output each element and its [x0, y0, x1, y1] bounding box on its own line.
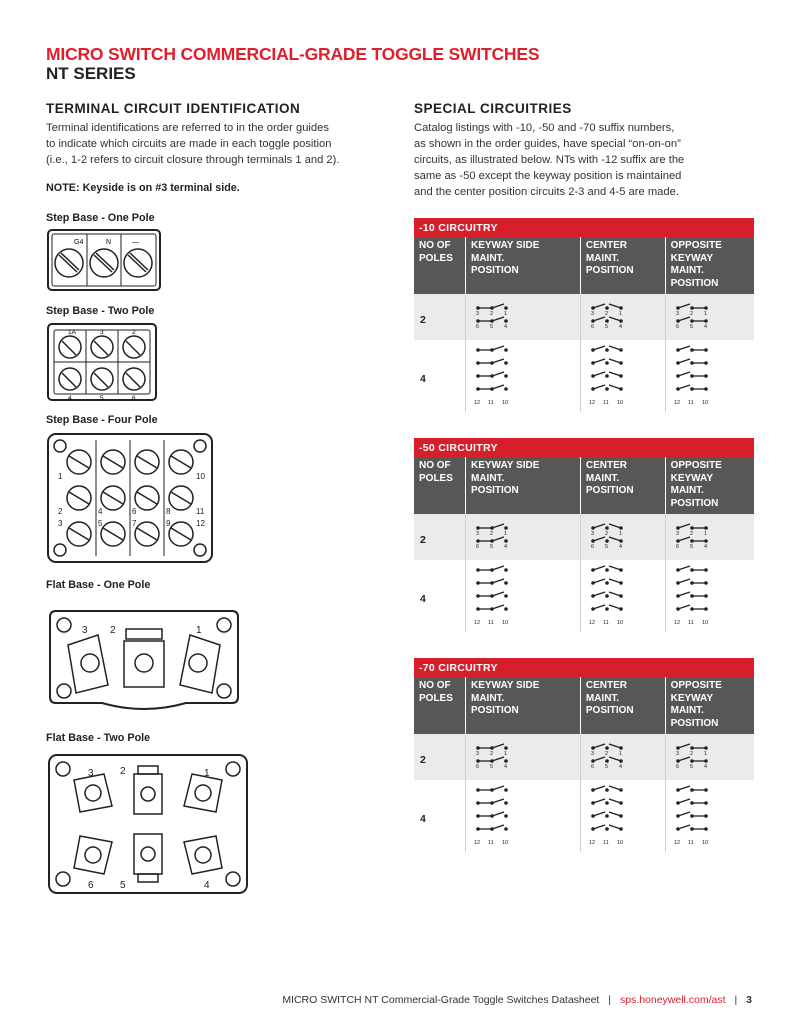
- paragraph-line: (i.e., 1-2 refers to circuit closure through terminals 1 and 2).: [46, 154, 340, 166]
- paragraph-line: Terminal identifications are referred to in the order guides: [46, 122, 329, 134]
- diagram-terminal-label: 5: [604, 544, 608, 548]
- poles-value: 4: [414, 560, 466, 632]
- table-row: [414, 294, 754, 340]
- diagram-terminal-label: 3: [675, 751, 679, 757]
- diagram-terminal-label: 10: [701, 840, 708, 846]
- terminal-label: 3: [58, 519, 63, 528]
- diagram-terminal-label: 3: [590, 311, 594, 317]
- diagram-terminal-label: 3: [590, 751, 594, 757]
- diagram-terminal-label: 4: [618, 764, 622, 768]
- diagram-cell: [580, 340, 665, 412]
- column-header-line: POSITION: [471, 485, 519, 496]
- flat-base-one-pole-drawing: [46, 605, 242, 715]
- circuit-diagram: [470, 740, 516, 768]
- terminal-label: 10: [196, 472, 205, 481]
- column-header-line: POSITION: [670, 277, 719, 289]
- column-header-line: KEYWAY: [670, 692, 714, 704]
- terminal-label: 4: [204, 880, 210, 891]
- terminal-label: 3: [82, 625, 88, 636]
- step-base-one-pole-drawing: [46, 228, 162, 292]
- terminal-label: 1: [58, 472, 63, 481]
- diagram-terminal-label: 11: [602, 400, 609, 406]
- diagram-terminal-label: 11: [488, 840, 494, 846]
- terminal-label: G4: [74, 239, 84, 246]
- poles-value: 2: [414, 734, 466, 780]
- table-row: [414, 560, 754, 632]
- diagram-terminal-label: 1: [618, 531, 622, 537]
- column-header-line: POLES: [419, 252, 453, 264]
- column-header-line: POSITION: [585, 265, 634, 276]
- diagram-terminal-label: 3: [590, 531, 594, 537]
- base-label-step-one-pole: Step Base - One Pole: [46, 212, 155, 224]
- footer-separator: |: [734, 994, 738, 1006]
- circuit-diagram: [670, 300, 716, 328]
- column-header-line: OPPOSITE: [670, 680, 722, 691]
- diagram-terminal-label: 10: [701, 620, 708, 626]
- diagram-terminal-label: 12: [474, 840, 481, 846]
- circuitry-table: [414, 218, 754, 412]
- column-header-line: MAINT.: [471, 472, 505, 484]
- column-header: [414, 457, 466, 514]
- diagram-terminal-label: 5: [604, 764, 608, 768]
- diagram-terminal-label: 6: [476, 324, 480, 328]
- diagram-terminal-label: 5: [689, 324, 693, 328]
- diagram-terminal-label: 2: [490, 311, 494, 317]
- diagram-cell: [665, 294, 754, 340]
- column-header-line: KEYWAY: [670, 252, 714, 264]
- circuit-diagram: [470, 300, 516, 328]
- poles-value: 4: [414, 340, 466, 412]
- column-header-line: MAINT.: [471, 252, 505, 264]
- diagram-terminal-label: 3: [675, 531, 679, 537]
- terminal-label: 6: [132, 507, 137, 516]
- terminal-label: 12: [196, 519, 205, 528]
- terminal-label: 1: [204, 768, 210, 779]
- diagram-cell: [580, 780, 665, 852]
- terminal-label: 1A: [68, 329, 76, 336]
- column-header-line: CENTER: [585, 240, 627, 251]
- terminal-label: 4: [68, 395, 72, 402]
- diagram-terminal-label: 2: [604, 531, 608, 537]
- diagram-terminal-label: 6: [675, 764, 679, 768]
- diagram-terminal-label: 2: [604, 311, 608, 317]
- column-header: [580, 237, 665, 294]
- circuit-diagram: [670, 564, 716, 626]
- circuit-diagram: [585, 300, 631, 328]
- column-header: [466, 457, 581, 514]
- terminal-label: 2: [58, 507, 63, 516]
- diagram-terminal-label: 12: [673, 840, 680, 846]
- column-header: [580, 677, 665, 734]
- column-header: [414, 237, 466, 294]
- circuit-diagram: [670, 520, 716, 548]
- poles-value: 2: [414, 294, 466, 340]
- diagram-terminal-label: 5: [604, 324, 608, 328]
- diagram-terminal-label: 5: [490, 764, 494, 768]
- diagram-terminal-label: 12: [588, 400, 595, 406]
- diagram-terminal-label: 1: [703, 751, 707, 757]
- circuitry-table: [414, 658, 754, 852]
- column-header: [466, 237, 581, 294]
- diagram-terminal-label: 3: [476, 531, 480, 537]
- table-row: [414, 780, 754, 852]
- diagram-terminal-label: 6: [590, 764, 594, 768]
- circuit-diagram: [670, 784, 716, 846]
- diagram-terminal-label: 6: [590, 544, 594, 548]
- column-header-line: MAINT.: [585, 472, 620, 484]
- column-header-line: POSITION: [585, 485, 634, 496]
- diagram-terminal-label: 5: [689, 764, 693, 768]
- diagram-terminal-label: 6: [675, 324, 679, 328]
- diagram-terminal-label: 3: [675, 311, 679, 317]
- column-header-line: POSITION: [585, 705, 634, 716]
- terminal-label: 3: [88, 768, 94, 779]
- diagram-terminal-label: 1: [504, 751, 508, 757]
- circuit-diagram: [585, 520, 631, 548]
- base-label-flat-two-pole: Flat Base - Two Pole: [46, 732, 151, 744]
- terminal-label: 6: [88, 880, 94, 891]
- terminal-label: 5: [100, 395, 104, 402]
- circuit-diagram: [670, 344, 716, 406]
- diagram-terminal-label: 3: [476, 751, 480, 757]
- diagram-terminal-label: 4: [618, 544, 622, 548]
- diagram-terminal-label: 11: [602, 840, 609, 846]
- paragraph-line: and the center position circuits 2-3 and 4-5 are made.: [414, 186, 679, 198]
- footer-separator: |: [608, 994, 612, 1006]
- diagram-terminal-label: 4: [504, 764, 508, 768]
- diagram-terminal-label: 10: [616, 400, 623, 406]
- diagram-terminal-label: 1: [504, 531, 508, 537]
- column-header-line: CENTER: [585, 460, 627, 471]
- diagram-terminal-label: 5: [689, 544, 693, 548]
- paragraph-line: same as -50 except the keyway position is maintained: [414, 170, 682, 182]
- column-header: [665, 457, 754, 514]
- column-header-line: MAINT.: [585, 692, 620, 704]
- diagram-terminal-label: 11: [687, 400, 694, 406]
- diagram-terminal-label: 10: [616, 840, 623, 846]
- circuit-diagram: [670, 740, 716, 768]
- column-header-line: POSITION: [471, 265, 519, 276]
- diagram-terminal-label: 1: [618, 311, 622, 317]
- diagram-cell: [580, 734, 665, 780]
- page-subtitle: NT SERIES: [46, 64, 136, 83]
- diagram-terminal-label: 10: [502, 400, 509, 406]
- column-header: [580, 457, 665, 514]
- column-header-line: MAINT.: [670, 485, 704, 496]
- page-title: MICRO SWITCH COMMERCIAL-GRADE TOGGLE SWITCHES: [46, 44, 540, 64]
- diagram-cell: [665, 340, 754, 412]
- terminal-label: 4: [98, 507, 103, 516]
- diagram-terminal-label: 12: [673, 620, 680, 626]
- diagram-terminal-label: 10: [502, 620, 509, 626]
- column-header: [466, 677, 581, 734]
- diagram-terminal-label: 1: [618, 751, 622, 757]
- circuit-diagram: [585, 344, 631, 406]
- diagram-terminal-label: 5: [490, 324, 494, 328]
- column-header-line: NO OF: [419, 460, 451, 471]
- column-header-line: MAINT.: [585, 252, 620, 264]
- diagram-terminal-label: 6: [476, 544, 480, 548]
- diagram-terminal-label: 1: [504, 311, 508, 317]
- diagram-terminal-label: 12: [673, 400, 680, 406]
- circuit-diagram: [470, 344, 516, 406]
- column-header-line: CENTER: [585, 680, 627, 691]
- circuit-diagram: [585, 740, 631, 768]
- diagram-terminal-label: 3: [476, 311, 480, 317]
- circuit-diagram: [470, 784, 516, 846]
- diagram-cell: [580, 294, 665, 340]
- diagram-cell: [665, 734, 754, 780]
- diagram-terminal-label: 2: [689, 311, 693, 317]
- diagram-terminal-label: 2: [689, 531, 693, 537]
- poles-value: 2: [414, 514, 466, 560]
- diagram-terminal-label: 1: [703, 531, 707, 537]
- table-row: [414, 340, 754, 412]
- diagram-cell: [580, 560, 665, 632]
- terminal-id-heading: TERMINAL CIRCUIT IDENTIFICATION: [46, 101, 301, 116]
- diagram-cell: [466, 340, 581, 412]
- footer-doc-title: MICRO SWITCH NT Commercial-Grade Toggle Switches Datasheet: [282, 994, 600, 1006]
- terminal-label: 2: [120, 766, 126, 777]
- terminal-label: 5: [120, 880, 126, 891]
- diagram-cell: [466, 294, 581, 340]
- paragraph-line: to indicate which circuits are made in each toggle position: [46, 138, 332, 150]
- special-circuitries-heading: SPECIAL CIRCUITRIES: [414, 101, 572, 116]
- terminal-label: 2: [110, 625, 116, 636]
- diagram-terminal-label: 11: [602, 620, 609, 626]
- table-row: [414, 734, 754, 780]
- column-header-line: MAINT.: [670, 705, 704, 716]
- column-header: [665, 237, 754, 294]
- paragraph-line: circuits, as illustrated below. NTs with -12 suffix are the: [414, 154, 685, 166]
- column-header: [414, 677, 466, 734]
- diagram-terminal-label: 4: [504, 544, 508, 548]
- terminal-label: 3: [100, 329, 104, 336]
- column-header-line: OPPOSITE: [670, 460, 722, 471]
- circuit-diagram: [585, 564, 631, 626]
- diagram-cell: [665, 780, 754, 852]
- terminal-label: 6: [132, 395, 136, 402]
- terminal-label: —: [132, 239, 139, 246]
- page-footer: [282, 994, 752, 1006]
- diagram-terminal-label: 2: [689, 751, 693, 757]
- special-circuitries-paragraph: [414, 120, 684, 200]
- circuit-diagram: [470, 564, 516, 626]
- diagram-terminal-label: 11: [687, 840, 694, 846]
- keyside-note: NOTE: Keyside is on #3 terminal side.: [46, 182, 240, 194]
- diagram-terminal-label: 4: [504, 324, 508, 328]
- diagram-cell: [665, 514, 754, 560]
- terminal-label: N: [106, 239, 112, 246]
- base-label-flat-one-pole: Flat Base - One Pole: [46, 579, 151, 591]
- diagram-cell: [466, 734, 581, 780]
- circuit-diagram: [470, 520, 516, 548]
- circuit-diagram: [585, 784, 631, 846]
- column-header-line: POLES: [419, 692, 453, 704]
- paragraph-line: as shown in the order guides, have special “on-on-on”: [414, 138, 681, 150]
- diagram-terminal-label: 6: [476, 764, 480, 768]
- diagram-terminal-label: 12: [474, 400, 481, 406]
- terminal-label: 1: [196, 625, 202, 636]
- diagram-terminal-label: 4: [703, 544, 707, 548]
- diagram-terminal-label: 4: [703, 324, 707, 328]
- diagram-terminal-label: 2: [490, 531, 494, 537]
- column-header-line: NO OF: [419, 680, 451, 691]
- diagram-terminal-label: 12: [588, 620, 595, 626]
- column-header-line: NO OF: [419, 240, 451, 251]
- diagram-cell: [466, 560, 581, 632]
- circuitry-table-title: -70 CIRCUITRY: [414, 658, 754, 677]
- column-header-line: MAINT.: [471, 692, 505, 704]
- diagram-terminal-label: 2: [604, 751, 608, 757]
- diagram-terminal-label: 4: [703, 764, 707, 768]
- terminal-label: 9: [166, 519, 171, 528]
- column-header-line: POSITION: [670, 717, 719, 729]
- diagram-cell: [665, 560, 754, 632]
- column-header-line: POSITION: [471, 705, 519, 716]
- column-header-line: KEYWAY SIDE: [471, 240, 540, 251]
- diagram-terminal-label: 10: [502, 840, 509, 846]
- poles-value: 4: [414, 780, 466, 852]
- footer-url-link[interactable]: sps.honeywell.com/ast: [619, 994, 726, 1006]
- diagram-terminal-label: 5: [490, 544, 494, 548]
- terminal-id-paragraph: [46, 120, 340, 168]
- terminal-label: 5: [98, 519, 103, 528]
- column-header-line: POSITION: [670, 497, 719, 509]
- diagram-cell: [580, 514, 665, 560]
- diagram-terminal-label: 6: [590, 324, 594, 328]
- circuitry-table-title: -10 CIRCUITRY: [414, 218, 754, 237]
- diagram-terminal-label: 11: [488, 620, 494, 626]
- diagram-terminal-label: 10: [616, 620, 623, 626]
- page-number: 3: [746, 994, 752, 1006]
- column-header-line: KEYWAY SIDE: [471, 680, 540, 691]
- terminal-label: 2: [132, 329, 136, 336]
- diagram-cell: [466, 514, 581, 560]
- circuitry-table-title: -50 CIRCUITRY: [414, 438, 754, 457]
- diagram-terminal-label: 12: [588, 840, 595, 846]
- diagram-terminal-label: 12: [474, 620, 481, 626]
- diagram-terminal-label: 6: [675, 544, 679, 548]
- flat-base-two-pole-drawing: [46, 752, 250, 896]
- terminal-label: 7: [132, 519, 137, 528]
- terminal-label: 11: [196, 507, 205, 516]
- table-row: [414, 514, 754, 560]
- diagram-terminal-label: 4: [618, 324, 622, 328]
- circuitry-table: [414, 438, 754, 632]
- column-header-line: POLES: [419, 472, 453, 484]
- column-header-line: KEYWAY: [670, 472, 714, 484]
- base-label-step-two-pole: Step Base - Two Pole: [46, 305, 155, 317]
- column-header-line: MAINT.: [670, 265, 704, 276]
- paragraph-line: Catalog listings with -10, -50 and -70 suffix numbers,: [414, 122, 675, 134]
- terminal-label: 8: [166, 507, 171, 516]
- diagram-terminal-label: 10: [701, 400, 708, 406]
- diagram-cell: [466, 780, 581, 852]
- column-header-line: OPPOSITE: [670, 240, 722, 251]
- diagram-terminal-label: 11: [687, 620, 694, 626]
- diagram-terminal-label: 11: [488, 400, 494, 406]
- column-header-line: KEYWAY SIDE: [471, 460, 540, 471]
- step-base-two-pole-drawing: [46, 322, 158, 402]
- column-header: [665, 677, 754, 734]
- diagram-terminal-label: 2: [490, 751, 494, 757]
- base-label-step-four-pole: Step Base - Four Pole: [46, 414, 158, 426]
- diagram-terminal-label: 1: [703, 311, 707, 317]
- step-base-four-pole-drawing: [46, 432, 214, 564]
